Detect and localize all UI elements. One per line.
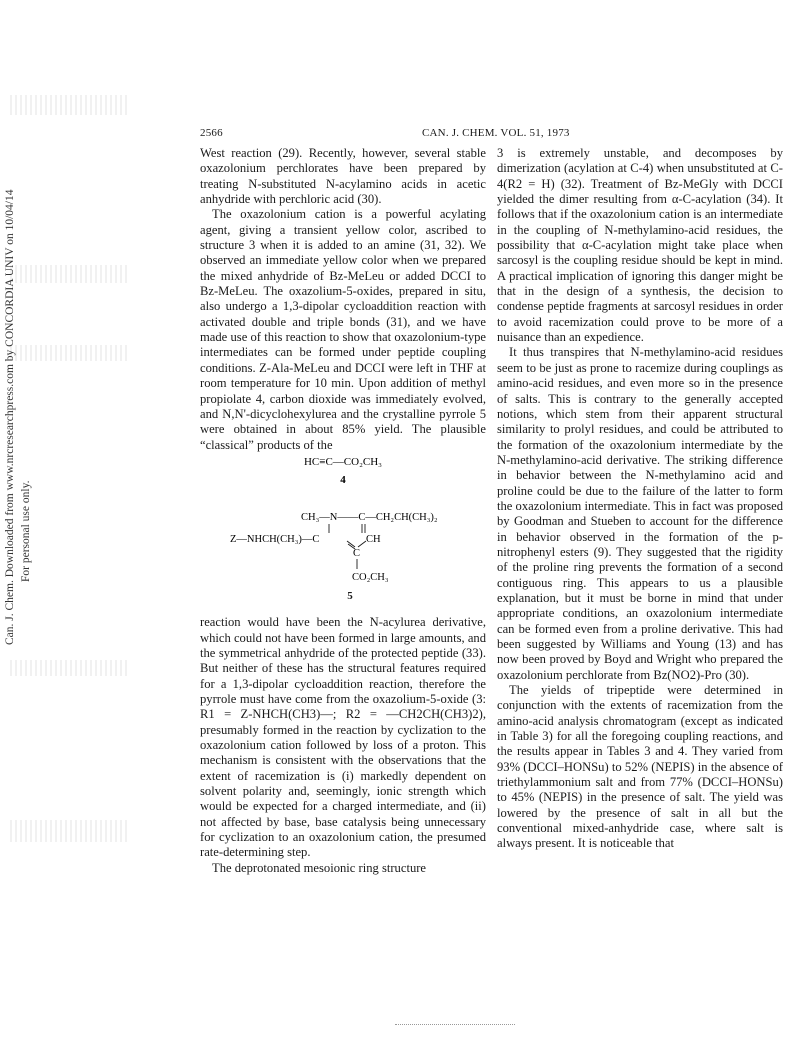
running-head: CAN. J. CHEM. VOL. 51, 1973 xyxy=(422,127,570,139)
paragraph: West reaction (29). Recently, however, several stable oxazolonium perchlorates have been prepared by treating N-substituted N-acylamino acids in acetic anhydride with perchloric acid (30). xyxy=(200,146,486,207)
paragraph: reaction would have been the N-acylurea derivative, which could not have been formed in large amounts, and the symmetrical anhydride of the protected peptide (33). But neither of these has the structural features required for a 1,3-dipolar cycloaddition reaction, therefore the pyrrole must have come from the oxazolium-5-oxide (3: R1 = Z-NHCH(CH3)—; R2 = —CH2CH(CH3)2), presumably formed in the reaction by cyclization to the oxazolonium cation followed by loss of a proton. This mechanism is consistent with the observations that the extent of racemization is (i) markedly dependent on solvent polarity and, seemingly, ionic strength which would be expected for a charged intermediate, and (ii) not affected by base, base catalysis being unnecessary for cyclization to an oxazolonium cation, the presumed rate-determining step. xyxy=(200,615,486,860)
ring-bond xyxy=(358,541,366,547)
compound-5-top: CH₃—N——C—CH₂CH(CH₃)₂ xyxy=(301,511,438,523)
paragraph: The deprotonated mesoionic ring structure xyxy=(212,860,427,875)
scan-artifact-line xyxy=(395,1024,515,1025)
paragraph: The yields of tripeptide were determined in conjunction with the extents of racemization from the amino-acid analysis chromatogram (except as indicated in Table 3) for all the foregoing coupling reactions, and the results appear in Tables 3 and 4. They varied from 93% (DCCI–HONSu) to 52% (NEPIS) in the absence of triethylammonium salt and from 77% (DCCI–HONSu) to 45% (NEPIS) in the presence of salt. The yield was lowered by the presence of salt in all but the conventional mixed-anhydride case, where salt is always present. It is noticeable that xyxy=(497,683,783,851)
compound-5-c: C xyxy=(353,547,361,559)
watermark-line-2: For personal use only. xyxy=(20,480,32,582)
paragraph: It thus transpires that N-methylamino-acid residues seem to be just as prone to racemize during couplings as amino-acid residues, and even more so in the presence of salts. This is contrary to the generally accepted notions, which stem from their apparent structural similarity to prolyl residues, and could be attributed to the formation of the oxazolonium intermediate by the N-methylamino-acid derivative. The striking difference in behavior between the N-methylamino acid and proline could be due to the failure of the latter to form the oxazolonium intermediate. This in fact was proposed by Goodman and Stueben to account for the difference in behavior observed in the formation of the p-nitrophenyl esters (9). They suggested that the rigidity of the proline ring prevents the formation of a second contiguous ring. This appears to us a plausible explanation, but it must be borne in mind that under appropriate conditions, an oxazolonium intermediate can be formed even from a proline derivative. This had been suggested by Williams and Young (13) and has now been proved by Boyd and Wright who prepared the oxazolonium perchlorate from Bz(NO2)-Pro (30). xyxy=(497,345,783,682)
left-column xyxy=(200,146,486,876)
compound-5-label: 5 xyxy=(347,589,353,602)
paragraph: The oxazolonium cation is a powerful acylating agent, giving a transient yellow color, ascribed to structure 3 when it is added to an amine (31, 32). We observed an immediate yellow color when we prepared the mixed anhydride of Bz-MeLeu or added DCCI to Bz-MeLeu. The oxazolium-5-oxides, prepared in situ, also undergo a 1,3-dipolar cycloaddition reaction with activated double and triple bonds (31), and we have made use of this reaction to show that oxazolonium-type intermediates can be formed under peptide coupling conditions. Z-Ala-MeLeu and DCCI were left in THF at room temperature for 10 min. Upon addition of methyl propiolate 4, carbon dioxide was immediately evolved, and N,N'-dicyclohexylurea and the crystalline pyrrole 5 were obtained in about 85% yield. The plausible “classical” products of the xyxy=(200,207,486,452)
scan-speckle xyxy=(10,820,130,842)
compound-5-left: Z—NHCH(CH₃)—C xyxy=(230,533,320,545)
download-watermark xyxy=(0,189,46,645)
scan-speckle xyxy=(10,660,130,676)
structure-drawing xyxy=(200,453,486,591)
running-header xyxy=(200,127,760,141)
watermark-line-1: Can. J. Chem. Downloaded from www.nrcresearchpress.com by CONCORDIA UNIV on 10/04/14 xyxy=(4,189,16,645)
compound-5-bottom: CO₂CH₃ xyxy=(352,571,389,583)
scan-speckle xyxy=(10,95,130,115)
chemical-structures xyxy=(200,453,486,604)
paragraph: 3 is extremely unstable, and decomposes by dimerization (acylation at C-4) when unsubstituted at C-4(R2 = H) (32). Treatment of Bz-MeGly with DCCI yielded the dimer resulting from α-C-acylation (34). It follows that if the oxazolonium cation is an intermediate in the coupling of N-methylamino-acid residues, the possibility that α-C-acylation might take place when sarcosyl is the coupling residue should be kept in mind. A practical implication of ignoring this danger might be that in the design of a synthesis, the decision to condense peptide fragments at sarcosyl residues in order to avoid racemization could prove to be more of a nuisance than an expedience. xyxy=(497,146,783,345)
compound-5-ch: CH xyxy=(366,533,381,545)
compound-4-formula: HC≡C—CO₂CH₃ xyxy=(303,455,383,468)
compound-4-label: 4 xyxy=(340,473,346,486)
right-column xyxy=(497,146,783,852)
page-number: 2566 xyxy=(200,127,223,139)
